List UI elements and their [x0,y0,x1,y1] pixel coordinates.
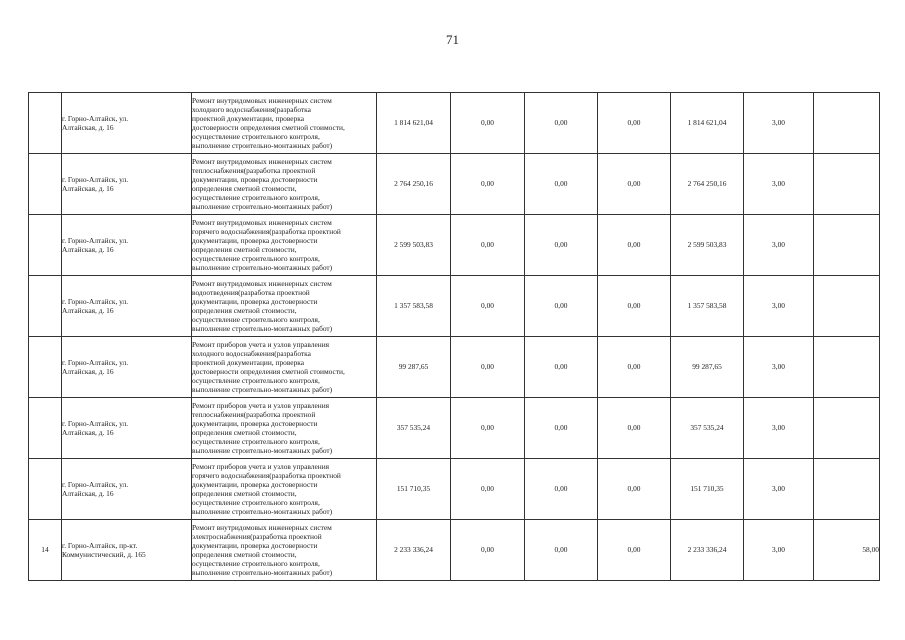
work-description-line: документации, проверка достоверности [192,235,318,245]
address-line: Алтайская, д. 16 [62,428,114,437]
value-cell-3: 0,00 [598,520,671,581]
extra-value-cell [814,459,880,520]
work-description-line: определения сметной стоимости, [192,428,297,437]
value-cell-2: 0,00 [525,215,598,276]
address-line: г. Горно-Алтайск, ул. [62,113,129,123]
value-cell-4: 2 233 336,24 [671,520,744,581]
total-cost-cell: 2 233 336,24 [377,520,451,581]
work-table [28,92,880,581]
value-cell-1: 0,00 [451,398,525,459]
value-cell-3: 0,00 [598,337,671,398]
work-description-line: определения сметной стоимости, [192,245,297,254]
extra-value-cell [814,215,880,276]
table-row [29,337,880,398]
work-description-line: документации, проверка достоверности [192,174,318,184]
value-cell-2: 0,00 [525,154,598,215]
address-cell [62,398,192,459]
work-description-line: выполнение строительно-монтажных работ) [192,568,333,578]
extra-value-cell [814,154,880,215]
work-description-line: выполнение строительно-монтажных работ) [192,324,333,334]
value-cell-5: 3,00 [744,459,814,520]
work-description-line: выполнение строительно-монтажных работ) [192,263,333,273]
value-cell-3: 0,00 [598,398,671,459]
work-description-line: осуществление строительного контроля, [192,376,320,386]
work-description-line: проектной документации, проверка [192,357,305,367]
address-line: г. Горно-Алтайск, ул. [62,357,129,367]
value-cell-2: 0,00 [525,337,598,398]
extra-value-cell [814,93,880,154]
value-cell-5: 3,00 [744,520,814,581]
work-description-line: достоверности определения сметной стоимости, [192,367,345,376]
value-cell-4: 2 764 250,16 [671,154,744,215]
work-description-cell [192,215,377,276]
value-cell-2: 0,00 [525,276,598,337]
work-description-line: выполнение строительно-монтажных работ) [192,385,333,395]
total-cost-cell: 151 710,35 [377,459,451,520]
work-description-line: Ремонт внутридомовых инженерных систем [192,156,332,166]
work-description-line: осуществление строительного контроля, [192,254,320,264]
work-description-line: Ремонт внутридомовых инженерных систем [192,217,332,227]
value-cell-3: 0,00 [598,276,671,337]
work-description-line: Ремонт приборов учета и узлов управления [192,461,330,471]
address-line: г. Горно-Алтайск, ул. [62,174,129,184]
row-number-cell [29,154,62,215]
work-description-line: Ремонт внутридомовых инженерных систем [192,95,332,105]
value-cell-5: 3,00 [744,215,814,276]
address-cell [62,520,192,581]
work-description-line: выполнение строительно-монтажных работ) [192,446,333,456]
work-description-line: осуществление строительного контроля, [192,559,320,569]
value-cell-4: 99 287,65 [671,337,744,398]
work-description-line: Ремонт внутридомовых инженерных систем [192,522,332,532]
table-row [29,215,880,276]
work-description-cell [192,276,377,337]
value-cell-5: 3,00 [744,398,814,459]
address-cell [62,337,192,398]
work-description-cell [192,398,377,459]
table-row [29,154,880,215]
work-description-line: Ремонт приборов учета и узлов управления [192,339,330,349]
work-description-cell [192,337,377,398]
work-description-line: документации, проверка достоверности [192,479,318,489]
table-row [29,520,880,581]
work-description-cell [192,520,377,581]
value-cell-3: 0,00 [598,459,671,520]
work-description-line: документации, проверка достоверности [192,418,318,428]
work-description-cell [192,93,377,154]
work-description-line: теплоснабжения(разработка проектной [192,165,316,175]
work-description-line: определения сметной стоимости, [192,306,297,315]
work-description-line: водоотведения(разработка проектной [192,287,310,297]
total-cost-cell: 1 814 621,04 [377,93,451,154]
row-number-cell [29,276,62,337]
work-description-line: достоверности определения сметной стоимости, [192,123,345,132]
work-description-cell [192,459,377,520]
table-row [29,276,880,337]
address-line: г. Горно-Алтайск, ул. [62,479,129,489]
table-body [29,93,880,581]
work-description-cell [192,154,377,215]
work-description-line: теплоснабжения(разработка проектной [192,409,316,419]
work-description-line: горячего водоснабжения(разработка проектной [192,470,341,480]
value-cell-3: 0,00 [598,154,671,215]
address-line: г. Горно-Алтайск, ул. [62,235,129,245]
work-description-line: выполнение строительно-монтажных работ) [192,202,333,212]
work-description-line: Ремонт приборов учета и узлов управления [192,400,330,410]
work-description-line: документации, проверка достоверности [192,296,318,306]
work-description-line: определения сметной стоимости, [192,550,297,559]
value-cell-3: 0,00 [598,93,671,154]
row-number-cell [29,337,62,398]
value-cell-5: 3,00 [744,337,814,398]
value-cell-1: 0,00 [451,520,525,581]
work-description-line: холодного водоснабжения(разработка [192,104,311,114]
address-line: г. Горно-Алтайск, ул. [62,418,129,428]
address-cell [62,154,192,215]
work-description-line: Ремонт внутридомовых инженерных систем [192,278,332,288]
extra-value-cell [814,398,880,459]
value-cell-4: 1 814 621,04 [671,93,744,154]
address-line: Алтайская, д. 16 [62,123,114,132]
work-description-line: холодного водоснабжения(разработка [192,348,311,358]
address-line: Алтайская, д. 16 [62,306,114,315]
address-cell [62,276,192,337]
value-cell-2: 0,00 [525,398,598,459]
value-cell-5: 3,00 [744,154,814,215]
value-cell-1: 0,00 [451,337,525,398]
value-cell-5: 3,00 [744,276,814,337]
table-row [29,459,880,520]
table-row [29,398,880,459]
work-description-line: осуществление строительного контроля, [192,315,320,325]
value-cell-1: 0,00 [451,215,525,276]
work-description-line: горячего водоснабжения(разработка проектной [192,226,341,236]
value-cell-4: 1 357 583,58 [671,276,744,337]
row-number-cell [29,215,62,276]
table-row [29,93,880,154]
extra-value-cell: 58,00 [814,520,880,581]
value-cell-2: 0,00 [525,520,598,581]
address-line: Алтайская, д. 16 [62,245,114,254]
value-cell-3: 0,00 [598,215,671,276]
value-cell-1: 0,00 [451,276,525,337]
value-cell-2: 0,00 [525,93,598,154]
row-number-cell [29,459,62,520]
row-number-cell: 14 [29,520,62,581]
total-cost-cell: 99 287,65 [377,337,451,398]
work-description-line: определения сметной стоимости, [192,184,297,193]
value-cell-4: 2 599 503,83 [671,215,744,276]
page-number: 71 [446,32,459,47]
value-cell-2: 0,00 [525,459,598,520]
value-cell-4: 151 710,35 [671,459,744,520]
address-cell [62,459,192,520]
value-cell-4: 357 535,24 [671,398,744,459]
address-cell [62,215,192,276]
work-description-line: осуществление строительного контроля, [192,193,320,203]
work-description-line: определения сметной стоимости, [192,489,297,498]
address-line: Алтайская, д. 16 [62,184,114,193]
work-description-line: проектной документации, проверка [192,113,305,123]
value-cell-1: 0,00 [451,93,525,154]
work-description-line: осуществление строительного контроля, [192,132,320,142]
address-line: г. Горно-Алтайск, пр-кт. [62,540,138,550]
work-description-line: электроснабжения(разработка проектной [192,531,322,541]
work-description-line: выполнение строительно-монтажных работ) [192,141,333,151]
value-cell-5: 3,00 [744,93,814,154]
work-description-line: осуществление строительного контроля, [192,437,320,447]
total-cost-cell: 2 764 250,16 [377,154,451,215]
address-line: Алтайская, д. 16 [62,489,114,498]
value-cell-1: 0,00 [451,459,525,520]
extra-value-cell [814,276,880,337]
value-cell-1: 0,00 [451,154,525,215]
address-cell [62,93,192,154]
address-line: г. Горно-Алтайск, ул. [62,296,129,306]
row-number-cell [29,398,62,459]
work-description-line: осуществление строительного контроля, [192,498,320,508]
total-cost-cell: 2 599 503,83 [377,215,451,276]
total-cost-cell: 1 357 583,58 [377,276,451,337]
extra-value-cell [814,337,880,398]
address-line: Коммунистический, д. 165 [62,550,146,559]
work-description-line: документации, проверка достоверности [192,540,318,550]
total-cost-cell: 357 535,24 [377,398,451,459]
work-description-line: выполнение строительно-монтажных работ) [192,507,333,517]
row-number-cell [29,93,62,154]
address-line: Алтайская, д. 16 [62,367,114,376]
